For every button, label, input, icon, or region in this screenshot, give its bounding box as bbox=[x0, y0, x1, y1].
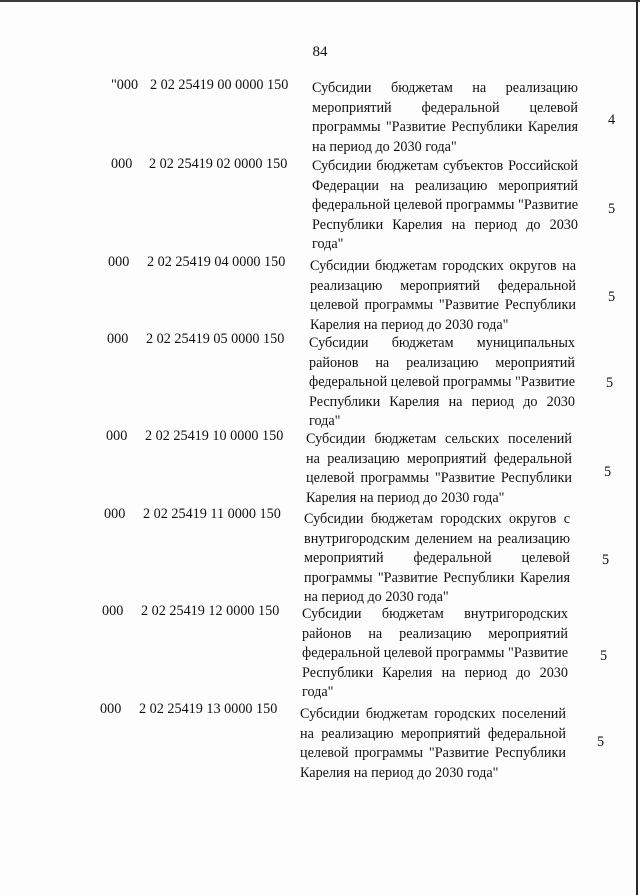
revenue-code: 2 02 25419 13 0000 150 bbox=[139, 701, 278, 717]
revenue-code: 2 02 25419 05 0000 150 bbox=[146, 331, 285, 347]
revenue-code: 2 02 25419 00 0000 150 bbox=[150, 77, 289, 93]
row-description: Субсидии бюджетам субъектов Российской Федерации на реализацию мероприятий федеральной целевой программы "Развитие Республики Карелия на период до 2030 года" bbox=[312, 158, 578, 253]
admin-code: 000 bbox=[106, 428, 128, 444]
column-number: 4 bbox=[608, 112, 616, 128]
column-number: 5 bbox=[608, 201, 616, 217]
scan-border-top bbox=[0, 0, 640, 2]
column-number: 5 bbox=[597, 734, 605, 750]
revenue-code: 2 02 25419 04 0000 150 bbox=[147, 254, 286, 270]
row-description: Субсидии бюджетам на реализацию мероприятий федеральной целевой программы "Развитие Республики Карелия на период до 2030 года" bbox=[312, 80, 578, 155]
column-number: 5 bbox=[606, 375, 614, 391]
admin-code: 000 bbox=[102, 603, 124, 619]
column-number: 5 bbox=[600, 648, 608, 664]
admin-code: 000 bbox=[100, 701, 122, 717]
page-number: 84 bbox=[312, 44, 328, 60]
row-description: Субсидии бюджетам муниципальных районов на реализацию мероприятий федеральной целевой программы "Развитие Республики Карелия на период до 2030 года" bbox=[309, 335, 575, 430]
revenue-code: 2 02 25419 11 0000 150 bbox=[143, 506, 281, 522]
row-description: Субсидии бюджетам внутригородских районов на реализацию мероприятий федеральной целевой программы "Развитие Республики Карелия на период до 2030 года" bbox=[302, 606, 568, 701]
revenue-code: 2 02 25419 10 0000 150 bbox=[145, 428, 284, 444]
admin-code: 000 bbox=[108, 254, 130, 270]
revenue-code: 2 02 25419 02 0000 150 bbox=[149, 156, 288, 172]
admin-code: 000 bbox=[107, 331, 129, 347]
scan-border-right bbox=[636, 0, 638, 895]
column-number: 5 bbox=[604, 464, 612, 480]
row-description: Субсидии бюджетам городских поселений на реализацию мероприятий федеральной целевой программы "Развитие Республики Карелия на период до 2030 года" bbox=[300, 706, 566, 781]
column-number: 5 bbox=[608, 289, 616, 305]
admin-code: "000 bbox=[111, 77, 139, 93]
revenue-code: 2 02 25419 12 0000 150 bbox=[141, 603, 280, 619]
admin-code: 000 bbox=[104, 506, 126, 522]
column-number: 5 bbox=[602, 552, 610, 568]
row-description: Субсидии бюджетам городских округов с внутригородским делением на реализацию мероприятий федеральной целевой программы "Развитие Республики Карелия на период до 2030 года" bbox=[304, 511, 570, 606]
row-description: Субсидии бюджетам сельских поселений на реализацию мероприятий федеральной целевой программы "Развитие Республики Карелия на период до 2030 года" bbox=[306, 431, 572, 506]
admin-code: 000 bbox=[111, 156, 133, 172]
row-description: Субсидии бюджетам городских округов на реализацию мероприятий федеральной целевой программы "Развитие Республики Карелия на период до 2030 года" bbox=[310, 258, 576, 333]
